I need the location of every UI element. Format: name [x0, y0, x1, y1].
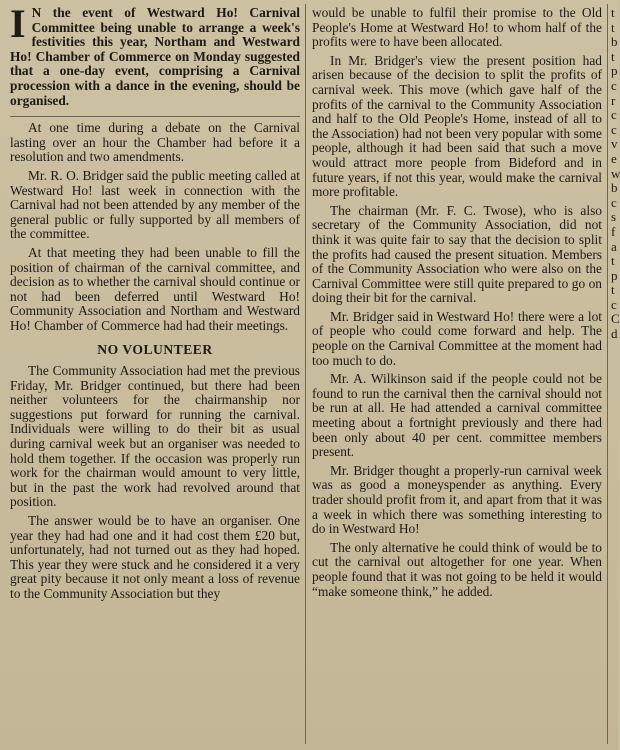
- edge-letter: b: [611, 34, 618, 50]
- paragraph: The chairman (Mr. F. C. Twose), who is also secretary of the Community Association, did not think it was quite fair to say that the decision to split the profits had caused the present situation. Members of the Community Association who were also on the Carnival Committee were still quite prepared to go on doing their bit for the carnival.: [312, 202, 602, 306]
- paragraph: At one time during a debate on the Carnival lasting over an hour the Chamber had before it a resolution and two amendments.: [10, 120, 300, 165]
- right-column: [312, 6, 602, 599]
- lead-paragraph: [10, 1, 300, 108]
- edge-letter: t: [611, 48, 615, 64]
- edge-letter: a: [611, 238, 617, 254]
- edge-letter: c: [611, 194, 617, 210]
- paragraph: The Community Association had met the previous Friday, Mr. Bridger continued, but there had been neither volunteers for the chairmanship nor suggestions put forward for running the carnival. Individuals were willing to do their bit as usual during carnival week but an organiser was needed to hold them together. If the occasion was properly run work for the chairman would amount to very little, but in the past the work had revolved around that position.: [10, 363, 300, 510]
- paragraph-continuation: would be unable to fulfil their promise to the Old People's Home at Westward Ho! to whom half of the profits were to have been allocated.: [312, 5, 602, 50]
- edge-letter: t: [611, 5, 615, 20]
- paragraph: The answer would be to have an organiser. One year they had had one and it had cost them £20 but, unfortunately, had not turned out as they had hoped. This year they were stuck and he considered it a very great pity because it not only meant a loss of revenue to the Community Association but they: [10, 513, 300, 601]
- paragraph: Mr. Bridger said in Westward Ho! there were a lot of people who could come forward and help. The people on the Carnival Committee at the moment had too much to do.: [312, 308, 602, 368]
- column-rule: [305, 4, 306, 744]
- edge-letter: v: [611, 136, 618, 152]
- edge-letter: s: [611, 209, 617, 225]
- next-column-edge: [611, 6, 618, 342]
- edge-letter: f: [611, 223, 616, 239]
- subheading: NO VOLUNTEER: [97, 342, 213, 358]
- edge-letter: e: [611, 150, 617, 166]
- edge-letter: p: [611, 267, 618, 283]
- lead-text: N the event of Westward Ho! Carnival Committee being unable to arrange a week's festivities this year, Northam and Westward Ho! Chamber of Commerce on Monday suggested that a one-day event, comprising a Carnival procession with a dance in the evening, should be organised.: [10, 5, 300, 108]
- edge-letter: p: [611, 63, 618, 79]
- edge-letter: b: [611, 180, 618, 196]
- paragraph: At that meeting they had been unable to fill the position of chairman of the carnival committee, and decision as to whether the carnival should continue or not had been deferred until Westward Ho! Community Association and Northam and Westward Ho! Chamber of Commerce had had their meetings.: [10, 244, 300, 333]
- edge-letter: c: [611, 77, 617, 93]
- edge-letter: C: [611, 311, 620, 327]
- edge-letter: t: [611, 282, 615, 298]
- left-column: [10, 1, 300, 602]
- paragraph: Mr. A. Wilkinson said if the people could not be found to run the carnival then the carnival should not be run at all. He had attended a carnival committee meeting about a fortnight previously and there had been only about 40 per cent. committee members present.: [312, 371, 602, 460]
- column-rule: [607, 4, 608, 744]
- lead-separator: [10, 116, 300, 117]
- paragraph: The only alternative he could think of would be to cut the carnival out altogether for one year. When people found that it was not going to be held it would “make someone think,” he added.: [312, 539, 602, 599]
- edge-letter: t: [611, 253, 615, 269]
- edge-letter: d: [611, 326, 618, 342]
- edge-letter: t: [611, 19, 615, 35]
- paragraph: In Mr. Bridger's view the present position had arisen because of the decision to split the profits of carnival week. This move (which gave half of the profits of the carnival to the Community Association and half to the Old People's Home, instead of all to the Association) had not been very popular with some people, although it had been said that such a move would attract more people from Bideford and in future years, if not this year, would make the carnival more profitable.: [312, 52, 602, 200]
- edge-letter: c: [611, 296, 617, 312]
- edge-letter: r: [611, 92, 616, 108]
- paragraph: Mr. R. O. Bridger said the public meeting called at Westward Ho! last week in connection with the Carnival had not been attended by any member of the general public or fully supported by all members of the committee.: [10, 167, 300, 242]
- drop-cap: I: [10, 1, 26, 46]
- edge-letter: c: [611, 107, 617, 123]
- edge-letter: c: [611, 121, 617, 137]
- edge-letter: w: [611, 165, 620, 181]
- paragraph: Mr. Bridger thought a properly-run carnival week was as good a moneyspender as anything. Every trader should profit from it, and apart from that it was a week in which there was something interesting to do in Westward Ho!: [312, 462, 602, 537]
